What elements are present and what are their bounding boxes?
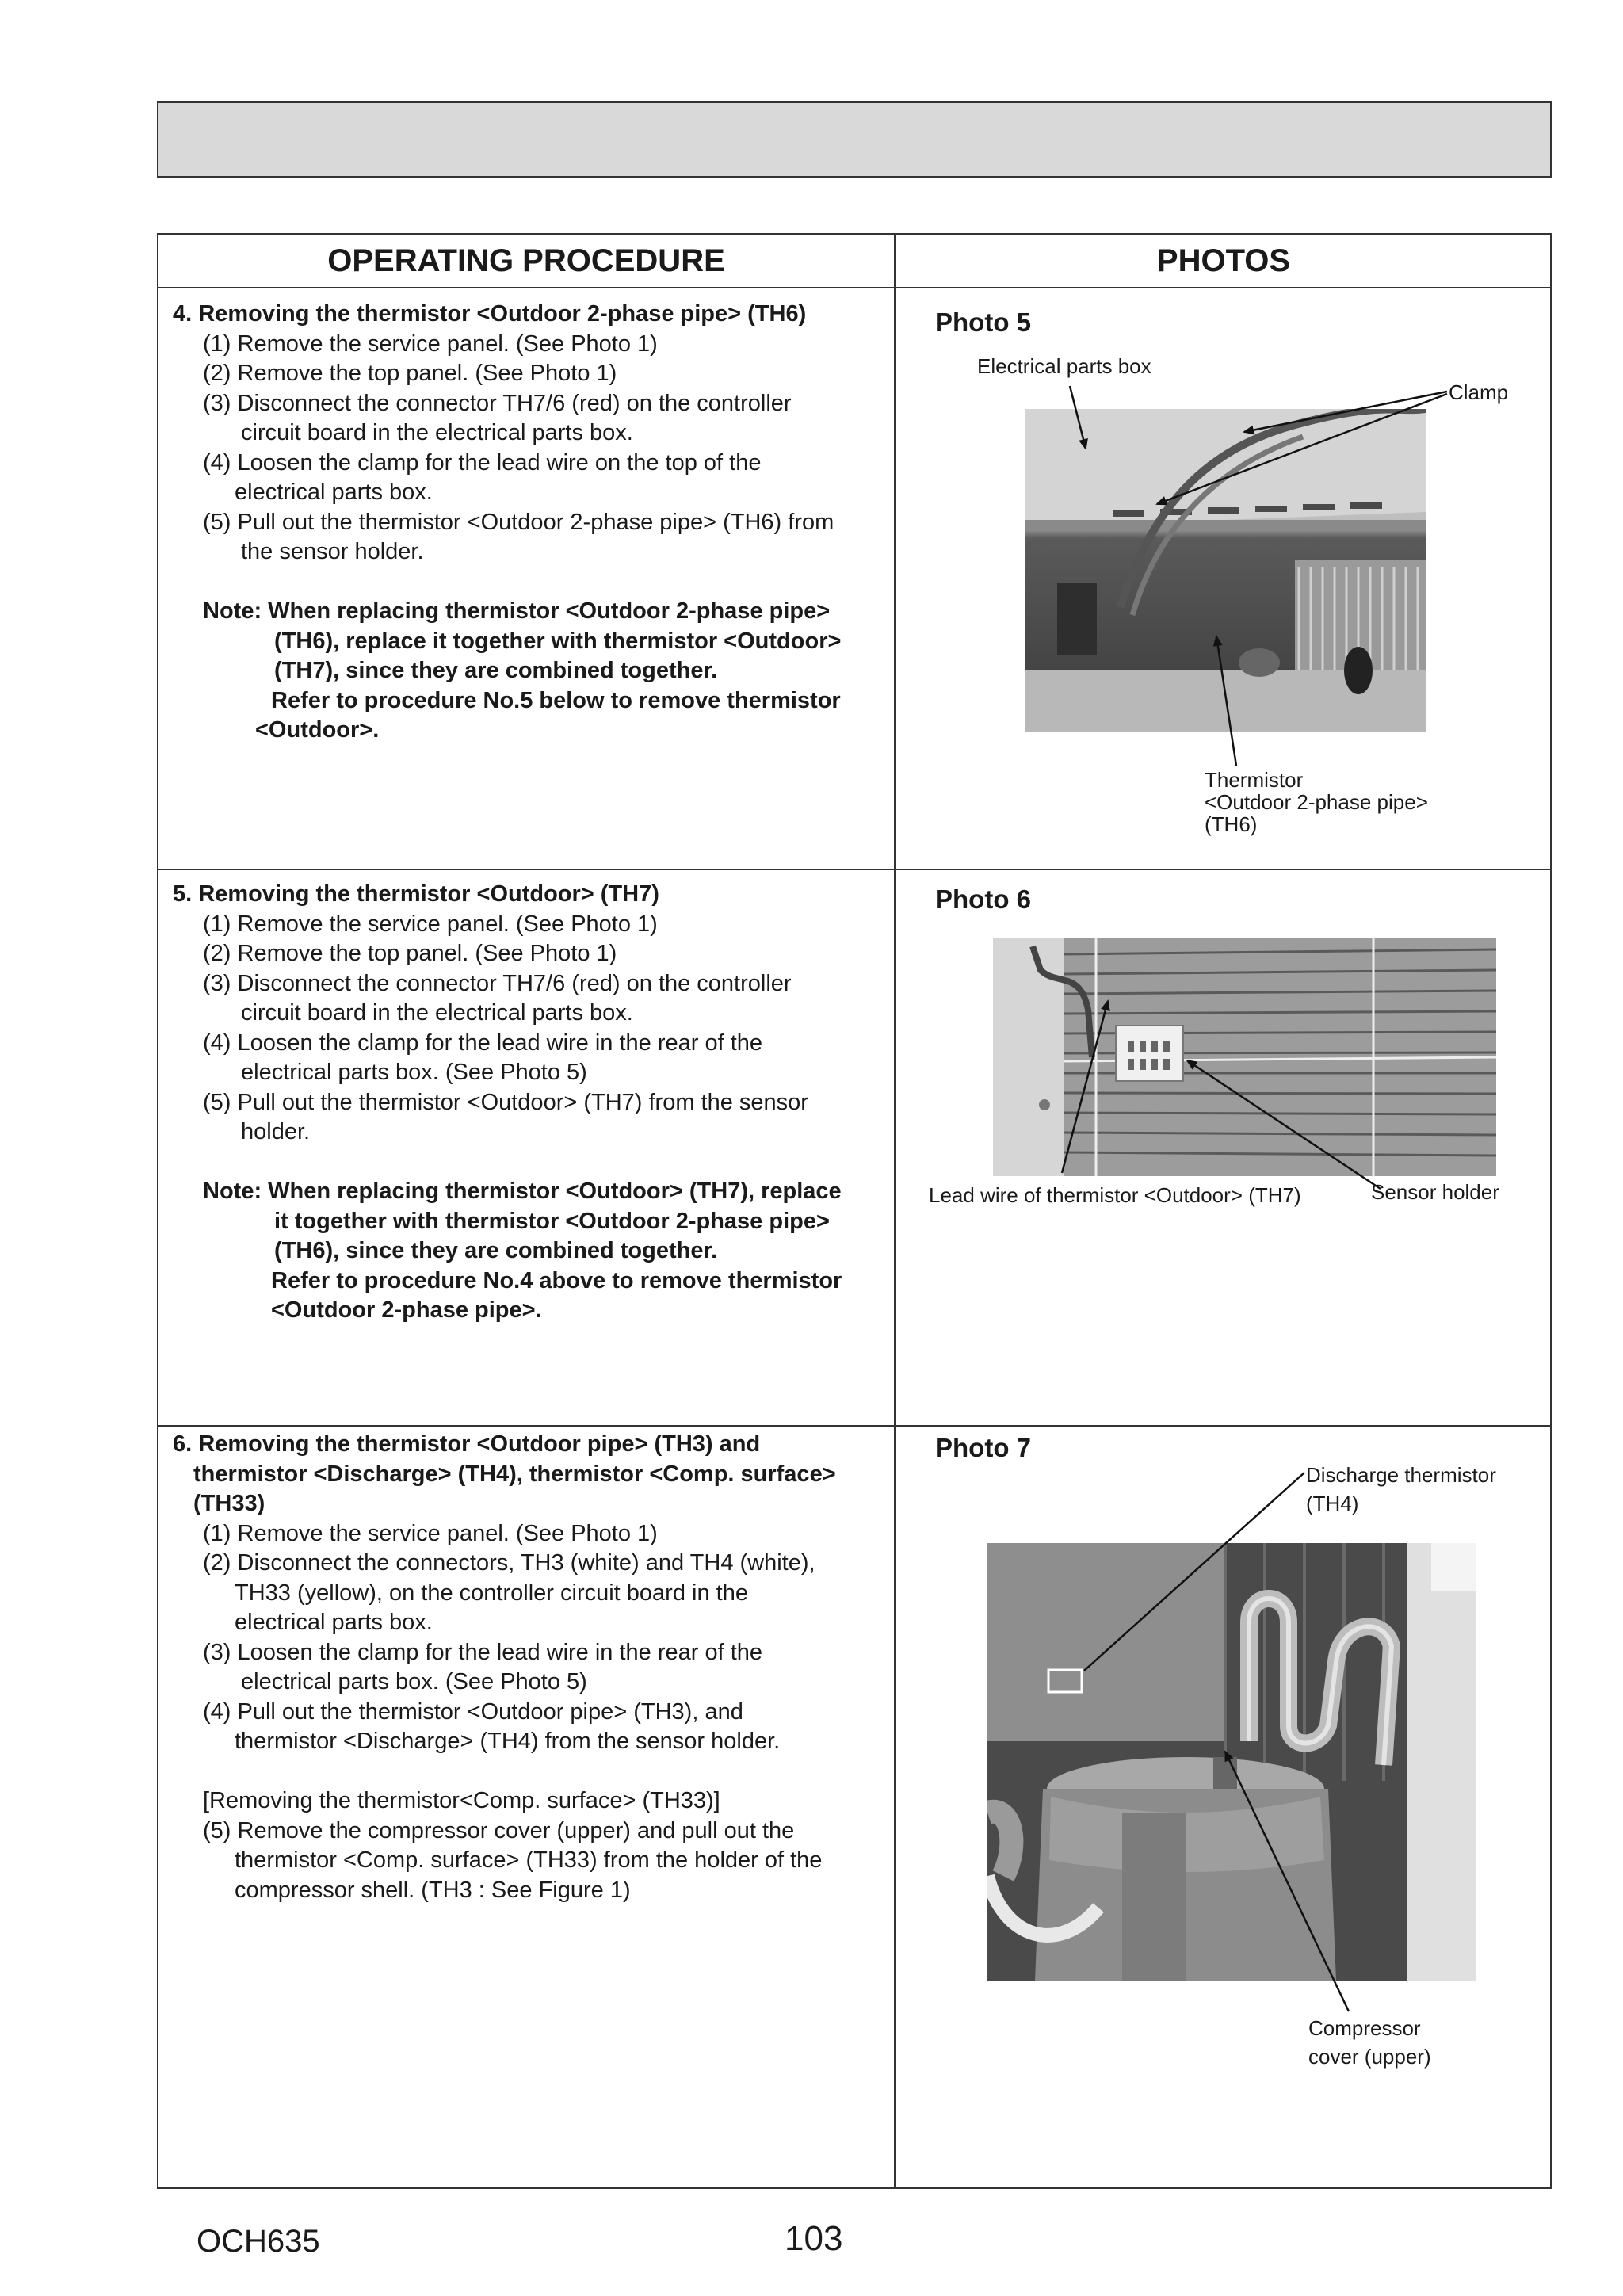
procedure-line: electrical parts box. (See Photo 5) [241,1060,587,1085]
procedure-line: (2) Disconnect the connectors, TH3 (white) and TH4 (white), [203,1550,815,1576]
procedure-section-5 [173,880,886,1326]
photo-5-title: Photo 5 [935,308,1031,337]
procedure-line: (4) Loosen the clamp for the lead wire in the rear of the [203,1030,763,1056]
procedure-line: 4. Removing the thermistor <Outdoor 2-phase pipe> (TH6) [173,301,807,327]
procedure-line: (TH7), since they are combined together. [274,658,718,683]
procedure-line: (2) Remove the top panel. (See Photo 1) [203,941,617,966]
procedure-line: (3) Disconnect the connector TH7/6 (red) on the controller [203,390,792,416]
procedure-line: (3) Loosen the clamp for the lead wire in the rear of the [203,1639,763,1665]
procedure-line: (1) Remove the service panel. (See Photo 1) [203,1520,658,1546]
photo-7-compressor-label [1308,2014,1431,2071]
row-divider-1 [158,869,1550,870]
procedure-line: (3) Disconnect the connector TH7/6 (red) on the controller [203,970,792,996]
procedure-line: electrical parts box. [235,1610,433,1635]
photo-7-discharge-label [1306,1461,1496,1518]
page-header-bar [157,101,1552,178]
procedure-line: Note: When replacing thermistor <Outdoor 2-phase pipe> [203,598,831,624]
procedure-line: (5) Pull out the thermistor <Outdoor> (TH7) from the sensor [203,1089,808,1115]
photos-header: PHOTOS [1156,243,1291,278]
procedure-line: Refer to procedure No.5 below to remove thermistor [271,687,841,713]
photo-6-sensor-holder-label: Sensor holder [1371,1180,1499,1204]
procedure-section-4 [173,300,886,746]
photo-5-thermistor-label [1205,769,1428,835]
header-divider [158,287,1550,288]
procedure-header: OPERATING PROCEDURE [327,243,725,278]
photo-6-lead-wire-label: Lead wire of thermistor <Outdoor> (TH7) [929,1183,1301,1207]
photo-7-discharge-line-2: (TH4) [1306,1492,1359,1515]
procedure-line: (1) Remove the service panel. (See Photo 1) [203,330,658,357]
procedure-line: (4) Loosen the clamp for the lead wire on the top of the [203,449,762,476]
procedure-line: compressor shell. (TH3 : See Figure 1) [235,1877,631,1903]
procedure-line: circuit board in the electrical parts box. [241,420,633,445]
procedure-line: holder. [241,1119,311,1144]
procedure-line: (TH6), since they are combined together. [274,1238,718,1263]
page-number: 103 [785,2219,843,2258]
procedure-line: the sensor holder. [241,539,424,564]
photo-6-image [993,938,1496,1176]
procedure-section-6 [173,1430,886,1905]
photo-7-compressor-line-1: Compressor [1308,2016,1421,2040]
procedure-line: (TH33) [193,1491,265,1516]
procedure-line: it together with thermistor <Outdoor 2-phase pipe> [274,1208,830,1234]
procedure-line [173,567,886,598]
procedure-line: circuit board in the electrical parts box. [241,1000,633,1026]
procedure-line: (4) Pull out the thermistor <Outdoor pipe> (TH3), and [203,1698,743,1725]
photo-7-title: Photo 7 [935,1433,1031,1462]
photo-7-discharge-line-1: Discharge thermistor [1306,1463,1496,1487]
row-divider-2 [158,1425,1550,1427]
photo-5-thermistor-line-1: Thermistor [1205,768,1304,792]
procedure-line: [Removing the thermistor<Comp. surface> (TH33)] [203,1788,720,1813]
photo-5-thermistor-line-3: (TH6) [1205,812,1258,836]
photo-7-image [987,1543,1476,1981]
procedure-line: electrical parts box. (See Photo 5) [241,1669,587,1694]
procedure-line: (5) Pull out the thermistor <Outdoor 2-phase pipe> (TH6) from [203,509,834,535]
procedure-line: thermistor <Discharge> (TH4), thermistor <Comp. surface> [193,1461,836,1487]
procedure-line: (2) Remove the top panel. (See Photo 1) [203,361,617,386]
document-code: OCH635 [197,2224,320,2259]
procedure-line: thermistor <Comp. surface> (TH33) from the holder of the [235,1847,823,1873]
procedure-line: 6. Removing the thermistor <Outdoor pipe> (TH3) and [173,1431,761,1457]
procedure-line: <Outdoor>. [255,717,380,743]
procedure-line: Note: When replacing thermistor <Outdoor> (TH7), replace [203,1179,842,1204]
procedure-line: (5) Remove the compressor cover (upper) and pull out the [203,1817,795,1843]
procedure-line: Refer to procedure No.4 above to remove thermistor [271,1267,842,1293]
photo-5-thermistor-line-2: <Outdoor 2-phase pipe> [1205,790,1428,814]
procedure-line: TH33 (yellow), on the controller circuit board in the [235,1580,748,1606]
procedure-line: (TH6), replace it together with thermistor <Outdoor> [274,628,842,654]
procedure-line: 5. Removing the thermistor <Outdoor> (TH7) [173,881,659,907]
photo-6-title: Photo 6 [935,884,1031,914]
photo-5-clamp-label: Clamp [1449,380,1509,404]
procedure-line: (1) Remove the service panel. (See Photo 1) [203,911,658,937]
photo-7-compressor-line-2: cover (upper) [1308,2045,1431,2069]
procedure-line: <Outdoor 2-phase pipe>. [271,1297,542,1323]
photo-5-electrical-box-label: Electrical parts box [977,354,1151,378]
procedure-line: electrical parts box. [235,479,433,505]
procedure-line: thermistor <Discharge> (TH4) from the sensor holder. [235,1729,781,1754]
procedure-line [173,1757,886,1787]
column-divider [894,235,896,2187]
photo-5-image [1025,409,1426,732]
procedure-line [173,1148,886,1178]
